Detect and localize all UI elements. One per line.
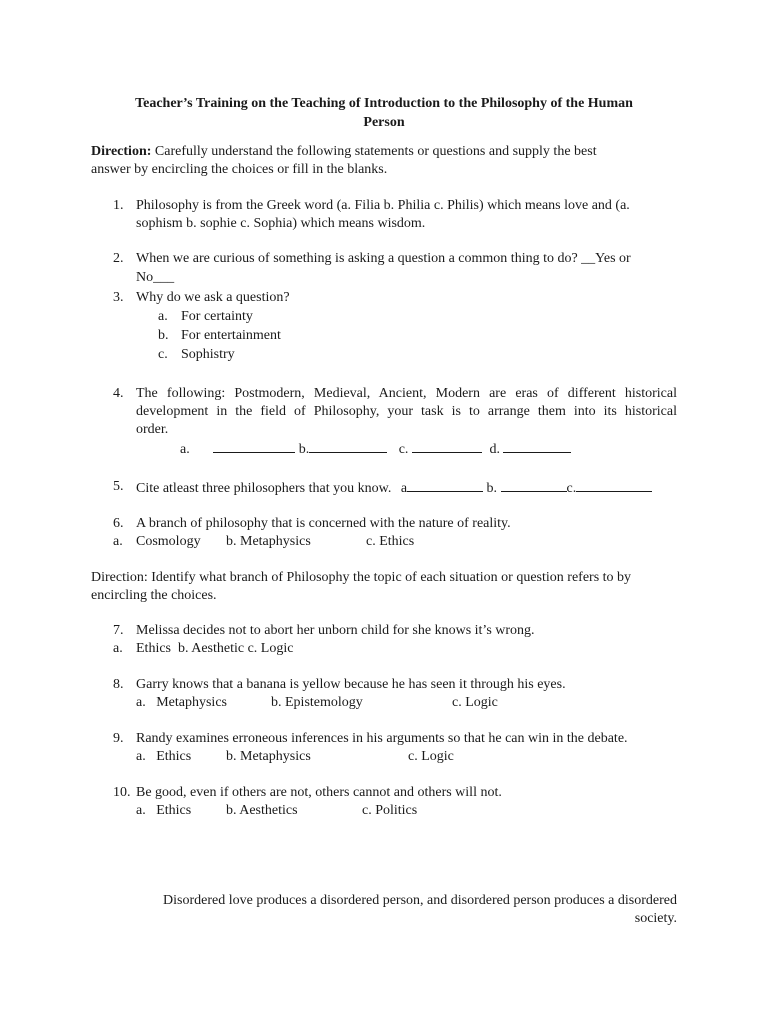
question-number: 8. [113,677,124,692]
answer-blank[interactable] [213,439,295,453]
option-text: b. Epistemology [271,695,363,710]
option-letter: a. [113,534,123,549]
blank-label: a [400,481,408,496]
direction-instructions [91,143,597,161]
option-text: a. Ethics [136,803,192,818]
option-letter: b. [158,328,169,343]
blank-label: b. [298,442,310,457]
answer-blank[interactable] [412,439,482,453]
option-text: c. Logic [408,749,454,764]
document-title-line1: Teacher’s Training on the Teaching of Introduction to the Philosophy of the Human [135,96,633,111]
question-number: 6. [113,516,124,531]
question-5-row [136,478,652,498]
option-text: Ethics b. Aesthetic c. Logic [136,641,294,656]
option-text: For entertainment [181,328,281,343]
option-letter: a. [113,641,123,656]
question-number: 3. [113,290,124,305]
answer-blank[interactable] [503,439,571,453]
option-letter: a. [158,309,168,324]
option-text: Sophistry [181,347,235,362]
option-text: c. Logic [452,695,498,710]
question-4-line3: order. [136,422,169,437]
question-4-line1: The following: Postmodern, Medieval, Ancient, Modern are eras of different historical [136,386,677,401]
blank-label: a. [180,442,190,457]
question-number: 10. [113,785,131,800]
question-number: 2. [113,251,124,266]
question-5-text: Cite atleast three philosophers that you know. [136,481,392,496]
option-text: b. Metaphysics [226,749,311,764]
option-text: a. Ethics [136,749,192,764]
direction-text-line2: answer by encircling the choices or fill in the blanks. [91,162,388,177]
question-2-line2: No___ [136,270,175,285]
answer-blank[interactable] [309,439,387,453]
answer-blanks-row [180,439,571,459]
option-letter: c. [158,347,168,362]
closing-quote-line2: society. [634,911,677,926]
option-text: For certainty [181,309,253,324]
question-number: 4. [113,386,124,401]
option-text: c. Ethics [366,534,415,549]
direction-2-line2: encircling the choices. [91,588,217,603]
blank-label: d. [489,442,500,457]
question-9-text: Randy examines erroneous inferences in his arguments so that he can win in the debate. [136,731,628,746]
direction-text-line1: Carefully understand the following statements or questions and supply the best [154,144,597,159]
question-4-line2: development in the field of Philosophy, your task is to arrange them into its historical [136,404,677,419]
answer-blank[interactable] [576,478,652,492]
blank-label: b. [486,481,498,496]
option-text: c. Politics [362,803,418,818]
answer-blank[interactable] [501,478,567,492]
question-3-text: Why do we ask a question? [136,290,290,305]
question-number: 7. [113,623,124,638]
option-text: b. Metaphysics [226,534,311,549]
question-number: 5. [113,479,124,494]
answer-blank[interactable] [407,478,483,492]
question-1-line1: Philosophy is from the Greek word (a. Filia b. Philia c. Philis) which means love and (a. [136,198,630,213]
question-1-line2: sophism b. sophie c. Sophia) which means wisdom. [136,216,426,231]
question-7-text: Melissa decides not to abort her unborn child for she knows it’s wrong. [136,623,535,638]
closing-quote-line1: Disordered love produces a disordered person, and disordered person produces a disordered [163,893,677,908]
document-title-line2: Person [363,115,405,130]
blank-label: c. [398,442,409,457]
option-text: Cosmology [136,534,201,549]
question-8-text: Garry knows that a banana is yellow because he has seen it through his eyes. [136,677,566,692]
question-10-text: Be good, even if others are not, others cannot and others will not. [136,785,502,800]
option-text: a. Metaphysics [136,695,227,710]
blank-label: c. [566,481,577,496]
direction-label: Direction: [91,144,152,159]
question-number: 9. [113,731,124,746]
option-text: b. Aesthetics [226,803,298,818]
question-2-line1: When we are curious of something is asking a question a common thing to do? __Yes or [136,251,631,266]
question-number: 1. [113,198,124,213]
question-6-text: A branch of philosophy that is concerned with the nature of reality. [136,516,511,531]
direction-2-line1: Direction: Identify what branch of Philosophy the topic of each situation or question refers to by [91,570,632,585]
